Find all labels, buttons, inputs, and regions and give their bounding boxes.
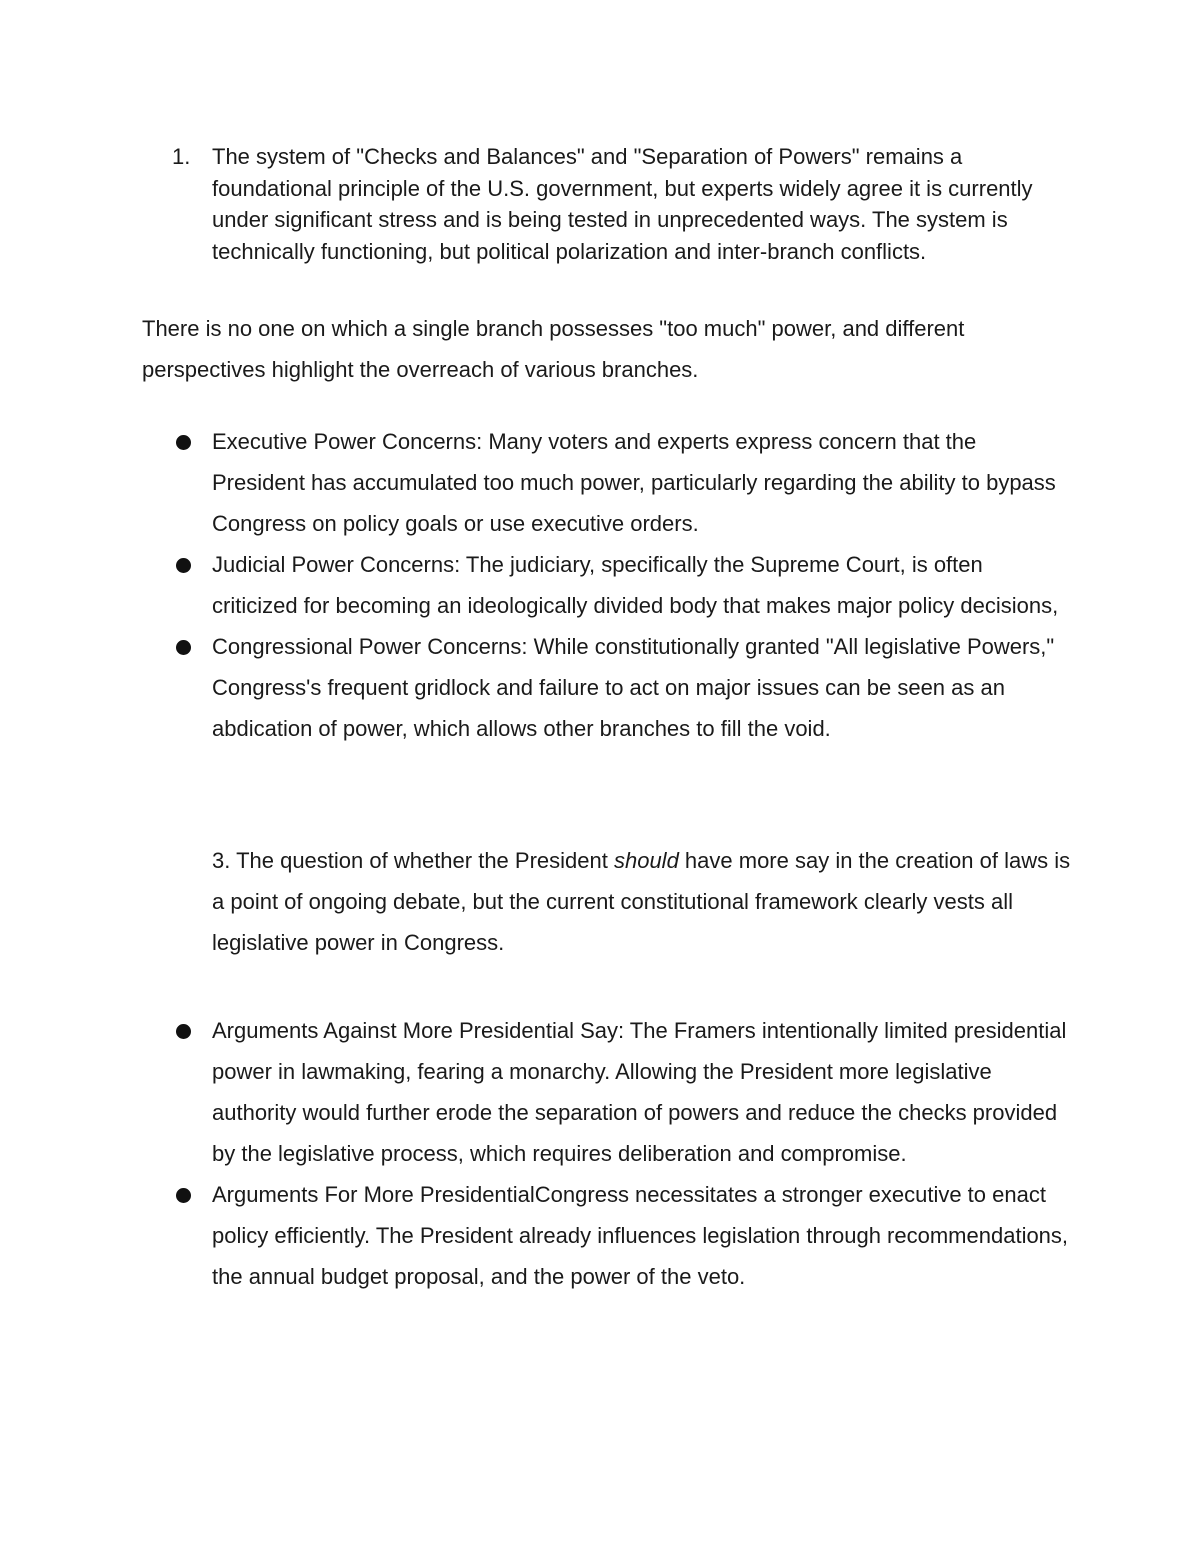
list-item-text: Executive Power Concerns: Many voters and experts express concern that the President has accumulated too much power, particularly regarding the ability to bypass Congress on policy goals or use executive orders. <box>212 429 1056 536</box>
bullet-list-power-concerns <box>172 421 1072 749</box>
list-item-text: Judicial Power Concerns: The judiciary, specifically the Supreme Court, is often criticized for becoming an ideologically divided body that makes major policy decisions, <box>212 552 1059 618</box>
numbered-item-1 <box>172 141 1072 267</box>
list-item <box>172 1010 1072 1174</box>
numbered-item-3 <box>212 840 1072 963</box>
list-item <box>172 544 1072 626</box>
list-number: 1. <box>172 144 191 169</box>
item3-emphasis: should <box>613 848 679 873</box>
list-item <box>172 1174 1072 1297</box>
list-item-text: Arguments For More PresidentialCongress necessitates a stronger executive to enact policy efficiently. The President already influences legislation through recommendations, the annual budget proposal, and the power of the veto. <box>212 1182 1069 1289</box>
list-item-text: The system of "Checks and Balances" and "Separation of Powers" remains a foundational principle of the U.S. government, but experts widely agree it is currently under significant stress and is being tested in unprecedented ways. The system is technically functioning, but political polarization and inter-branch conflicts. <box>212 144 1033 264</box>
bullet-icon <box>172 544 212 626</box>
bullet-list-arguments <box>172 1010 1072 1297</box>
bullet-icon <box>172 1174 212 1297</box>
list-item-text: Arguments Against More Presidential Say: The Framers intentionally limited presidential power in lawmaking, fearing a monarchy. Allowing the President more legislative authority would further erode the separation of powers and reduce the checks provided by the legislative process, which requires deliberation and compromise. <box>212 1018 1067 1166</box>
list-item <box>172 421 1072 544</box>
bullet-icon <box>172 626 212 749</box>
item3-text-after: have more say in the creation of laws is a point of ongoing debate, but the current constitutional framework clearly vests all legislative power in Congress. <box>212 848 1071 955</box>
item3-text-before: 3. The question of whether the President <box>212 848 614 873</box>
list-item-text: Congressional Power Concerns: While constitutionally granted "All legislative Powers," Congress's frequent gridlock and failure to act on major issues can be seen as an abdication of power, which allows other branches to fill the void. <box>212 634 1055 741</box>
bullet-icon <box>172 421 212 544</box>
paragraph-branch-power: There is no one on which a single branch possesses "too much" power, and different perspectives highlight the overreach of various branches. <box>142 316 965 382</box>
list-item <box>172 626 1072 749</box>
bullet-icon <box>172 1010 212 1174</box>
